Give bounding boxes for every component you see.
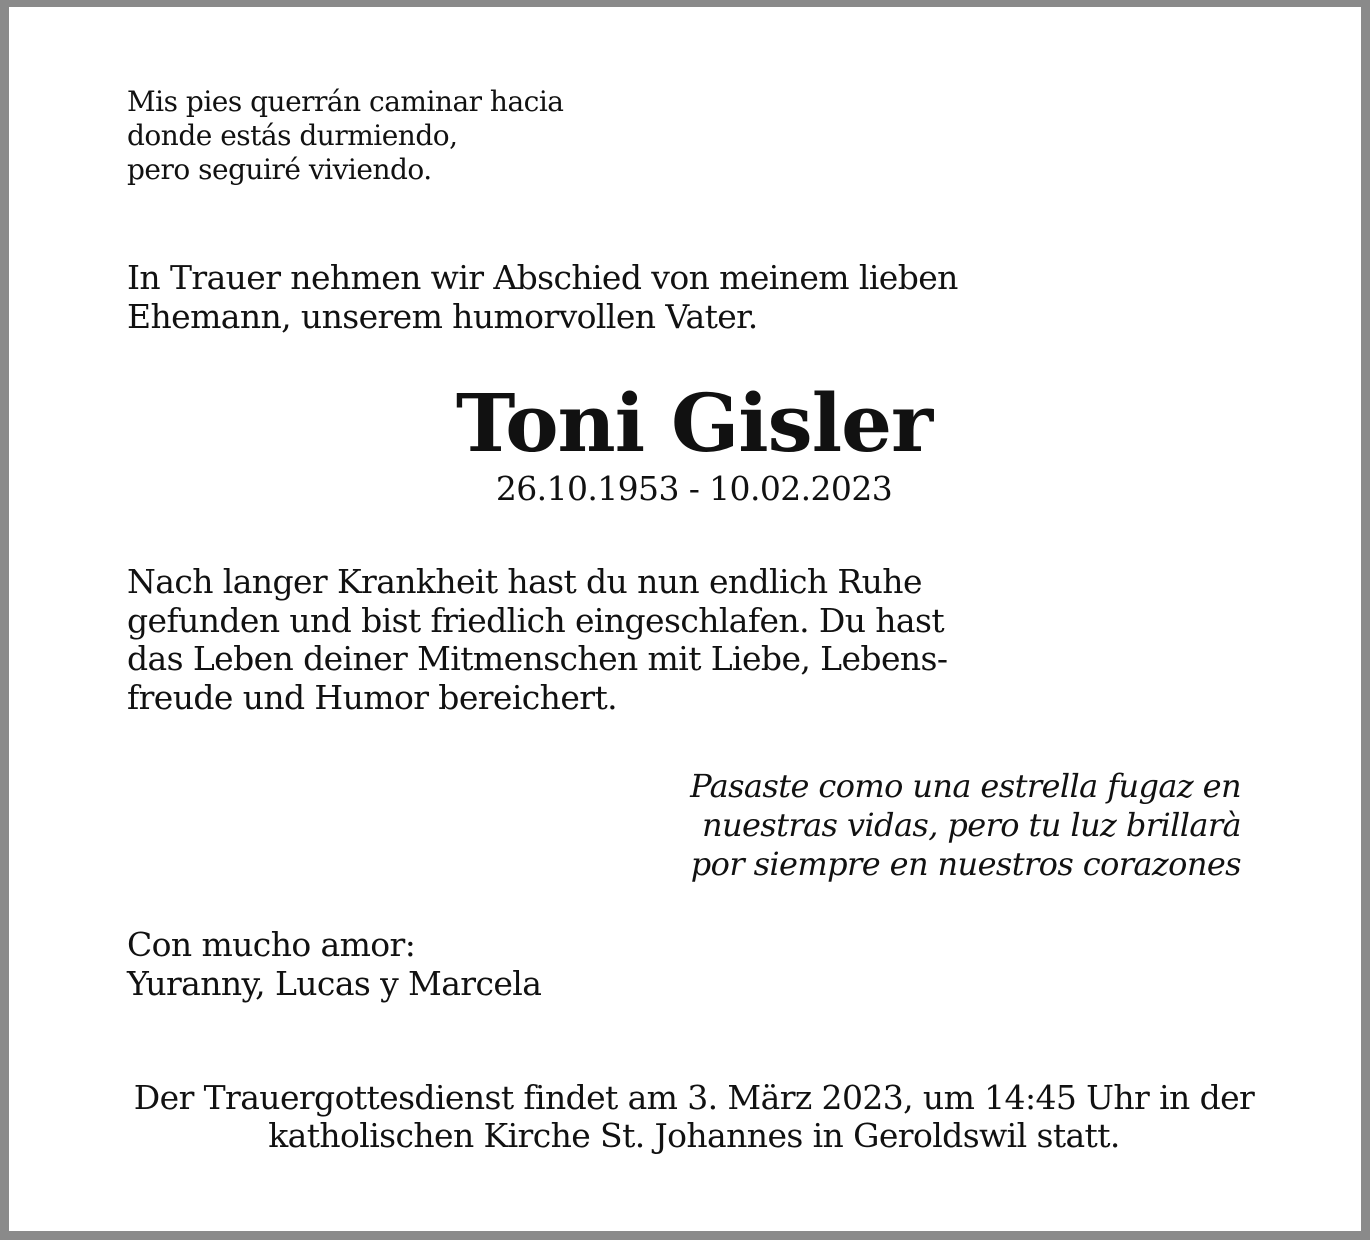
poem-line: Mis pies querrán caminar hacia — [127, 85, 564, 118]
memorial-quote — [690, 767, 1241, 884]
tribute-paragraph — [127, 563, 947, 717]
poem-line: donde estás durmiendo, — [127, 119, 458, 152]
opening-poem — [127, 85, 564, 187]
intro-line: Ehemann, unserem humorvollen Vater. — [127, 297, 758, 336]
tribute-line: das Leben deiner Mitmenschen mit Liebe, Lebens- — [127, 639, 948, 678]
signatories: Yuranny, Lucas y Marcela — [127, 964, 542, 1003]
farewell-intro — [127, 258, 958, 336]
service-line: Der Trauergottesdienst findet am 3. März 2023, um 14:45 Uhr in der — [133, 1078, 1255, 1117]
closing-greeting: Con mucho amor: — [127, 925, 416, 964]
quote-line: por siempre en nuestros corazones — [690, 845, 1241, 883]
tribute-line: Nach langer Krankheit hast du nun endlich Ruhe — [127, 562, 922, 601]
deceased-name: Toni Gisler — [455, 376, 933, 470]
intro-line: In Trauer nehmen wir Abschied von meinem lieben — [127, 258, 958, 297]
quote-line: Pasaste como una estrella fugaz en — [690, 767, 1241, 805]
poem-line: pero seguiré viviendo. — [127, 153, 432, 186]
service-line: katholischen Kirche St. Johannes in Geroldswil statt. — [268, 1116, 1120, 1155]
tribute-line: freude und Humor bereichert. — [127, 677, 617, 717]
life-dates: 26.10.1953 - 10.02.2023 — [495, 469, 893, 508]
funeral-service-info — [9, 1079, 1370, 1155]
signature-block — [127, 925, 541, 1003]
quote-line: nuestras vidas, pero tu luz brillarà — [701, 806, 1241, 844]
tribute-line: gefunden und bist friedlich eingeschlafen. Du hast — [127, 600, 944, 640]
